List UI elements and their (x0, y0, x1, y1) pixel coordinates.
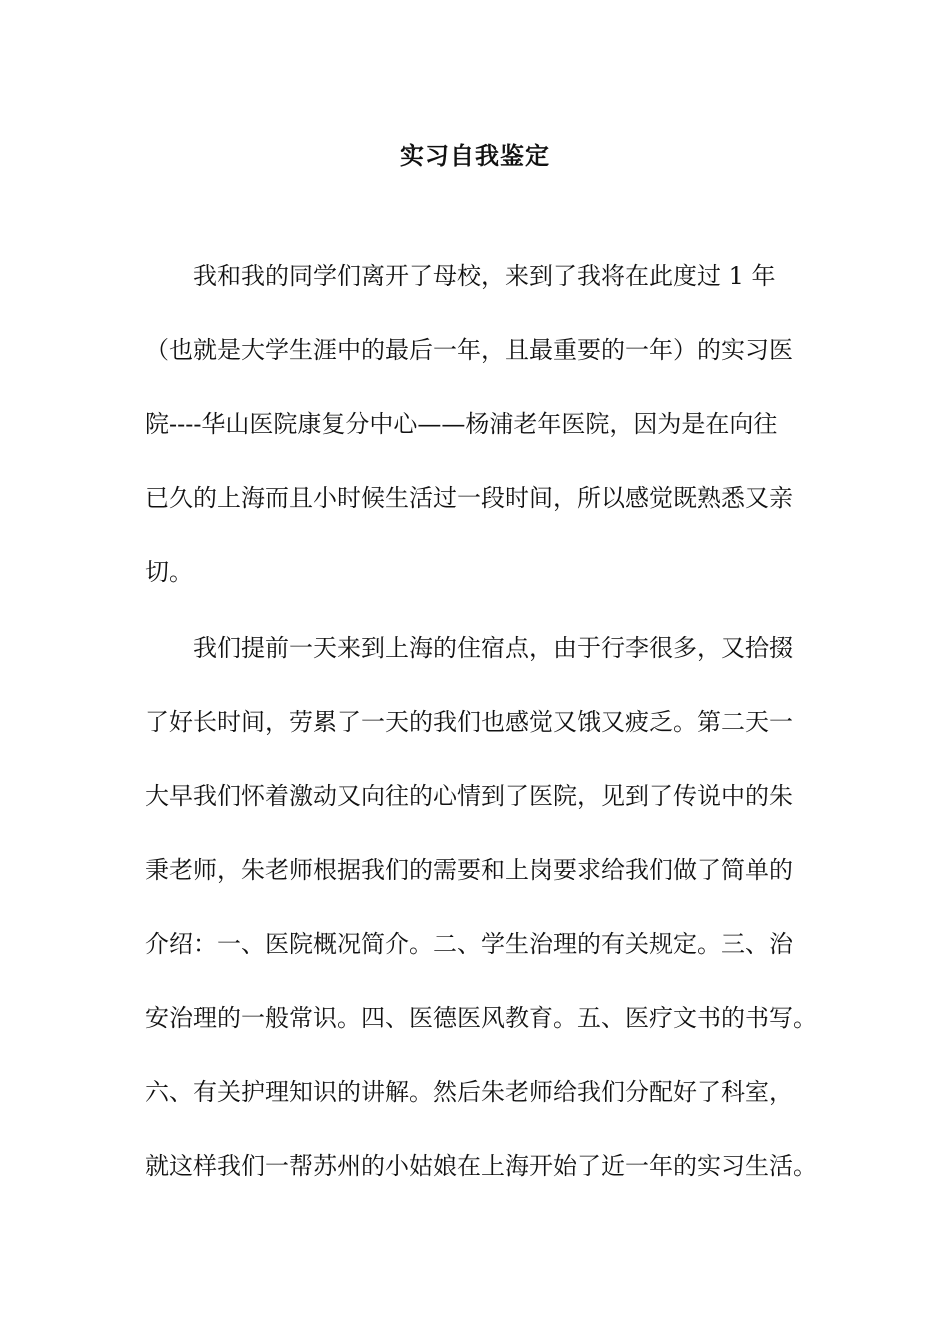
paragraph-line: 了好长时间，劳累了一天的我们也感觉又饿又疲乏。第二天一 (145, 708, 793, 736)
document-title: 实习自我鉴定 (400, 141, 550, 170)
paragraph-1 (145, 239, 825, 609)
paragraph-line: 院----华山医院康复分中心——杨浦老年医院，因为是在向往 (145, 410, 778, 438)
paragraph-2 (145, 611, 825, 1203)
paragraph-line: 切。 (145, 558, 193, 586)
paragraph-line: 六、有关护理知识的讲解。然后朱老师给我们分配好了科室， (145, 1078, 793, 1106)
paragraph-line: 大早我们怀着激动又向往的心情到了医院，见到了传说中的朱 (145, 782, 793, 810)
paragraph-line: 秉老师，朱老师根据我们的需要和上岗要求给我们做了简单的 (145, 856, 793, 884)
paragraph-line: 我和我的同学们离开了母校，来到了我将在此度过 1 年 (145, 262, 776, 290)
paragraph-line: 已久的上海而且小时候生活过一段时间，所以感觉既熟悉又亲 (145, 484, 793, 512)
paragraph-line: （也就是大学生涯中的最后一年，且最重要的一年）的实习医 (145, 336, 793, 364)
paragraph-line: 介绍：一、医院概况简介。二、学生治理的有关规定。三、治 (145, 930, 793, 958)
paragraph-line: 就这样我们一帮苏州的小姑娘在上海开始了近一年的实习生活。 (145, 1152, 817, 1180)
paragraph-line: 安治理的一般常识。四、医德医风教育。五、医疗文书的书写。 (145, 1004, 817, 1032)
paragraph-line: 我们提前一天来到上海的住宿点，由于行李很多，又拾掇 (145, 634, 793, 662)
